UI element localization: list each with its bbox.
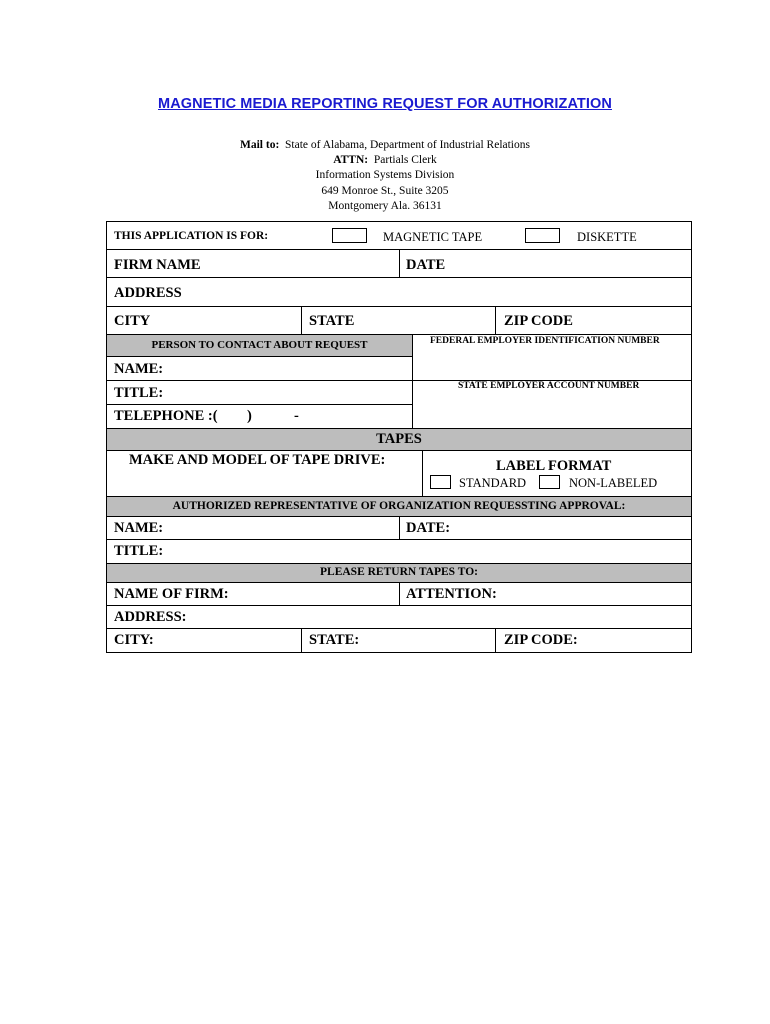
authorization-form — [106, 221, 692, 653]
return-attention-field[interactable]: ATTENTION: — [406, 586, 497, 602]
authorized-title-field[interactable]: TITLE: — [114, 543, 164, 559]
state-field[interactable]: STATE — [309, 313, 355, 329]
contact-title-field[interactable]: TITLE: — [114, 385, 164, 401]
telephone-label: TELEPHONE :( — [114, 408, 218, 424]
form-title: MAGNETIC MEDIA REPORTING REQUEST FOR AUTHORIZATION — [158, 96, 612, 112]
state-account-label[interactable]: STATE EMPLOYER ACCOUNT NUMBER — [458, 381, 640, 391]
address-field[interactable]: ADDRESS — [114, 285, 182, 301]
mail-to-line5: Montgomery Ala. 36131 — [328, 199, 442, 212]
standard-label: STANDARD — [459, 476, 527, 490]
fein-label[interactable]: FEDERAL EMPLOYER IDENTIFICATION NUMBER — [430, 336, 660, 346]
magnetic-tape-checkbox[interactable] — [332, 228, 367, 243]
return-state-field[interactable]: STATE: — [309, 632, 360, 648]
make-model-field[interactable]: MAKE AND MODEL OF TAPE DRIVE: — [129, 452, 386, 468]
return-header: PLEASE RETURN TAPES TO: — [320, 566, 478, 578]
nonlabeled-checkbox[interactable] — [539, 475, 560, 489]
authorized-date-field[interactable]: DATE: — [406, 520, 451, 536]
contact-name-field[interactable]: NAME: — [114, 361, 164, 377]
diskette-checkbox[interactable] — [525, 228, 560, 243]
authorized-header: AUTHORIZED REPRESENTATIVE OF ORGANIZATION REQUESSTING APPROVAL: — [172, 500, 626, 512]
date-field[interactable]: DATE — [406, 257, 446, 273]
city-field[interactable]: CITY — [114, 313, 151, 329]
firm-name-field[interactable]: FIRM NAME — [114, 257, 201, 273]
nonlabeled-label: NON-LABELED — [569, 476, 658, 490]
tapes-header: TAPES — [376, 431, 422, 447]
attn-value: Partials Clerk — [373, 154, 437, 167]
authorized-name-field[interactable]: NAME: — [114, 520, 164, 536]
mail-to-line3: Information Systems Division — [315, 169, 455, 182]
magnetic-tape-label: MAGNETIC TAPE — [383, 230, 483, 244]
contact-header: PERSON TO CONTACT ABOUT REQUEST — [151, 339, 368, 351]
telephone-dash: - — [294, 408, 299, 424]
mail-to-line1: State of Alabama, Department of Industrial Relations — [285, 139, 530, 151]
standard-checkbox[interactable] — [430, 475, 451, 489]
mail-to-label: Mail to: — [240, 139, 280, 151]
return-firm-field[interactable]: NAME OF FIRM: — [114, 586, 229, 602]
attn-label: ATTN: — [333, 154, 369, 167]
mail-to-block — [0, 138, 770, 214]
return-city-field[interactable]: CITY: — [114, 632, 154, 648]
diskette-label: DISKETTE — [577, 230, 637, 244]
label-format-heading: LABEL FORMAT — [496, 458, 612, 474]
telephone-close-paren: ) — [247, 408, 252, 424]
application-label: THIS APPLICATION IS FOR: — [114, 230, 269, 242]
mail-to-line4: 649 Monroe St., Suite 3205 — [321, 184, 449, 197]
telephone-field[interactable] — [114, 408, 218, 424]
return-zip-field[interactable]: ZIP CODE: — [504, 632, 578, 648]
return-address-field[interactable]: ADDRESS: — [114, 609, 187, 625]
zip-code-field[interactable]: ZIP CODE — [504, 313, 573, 329]
